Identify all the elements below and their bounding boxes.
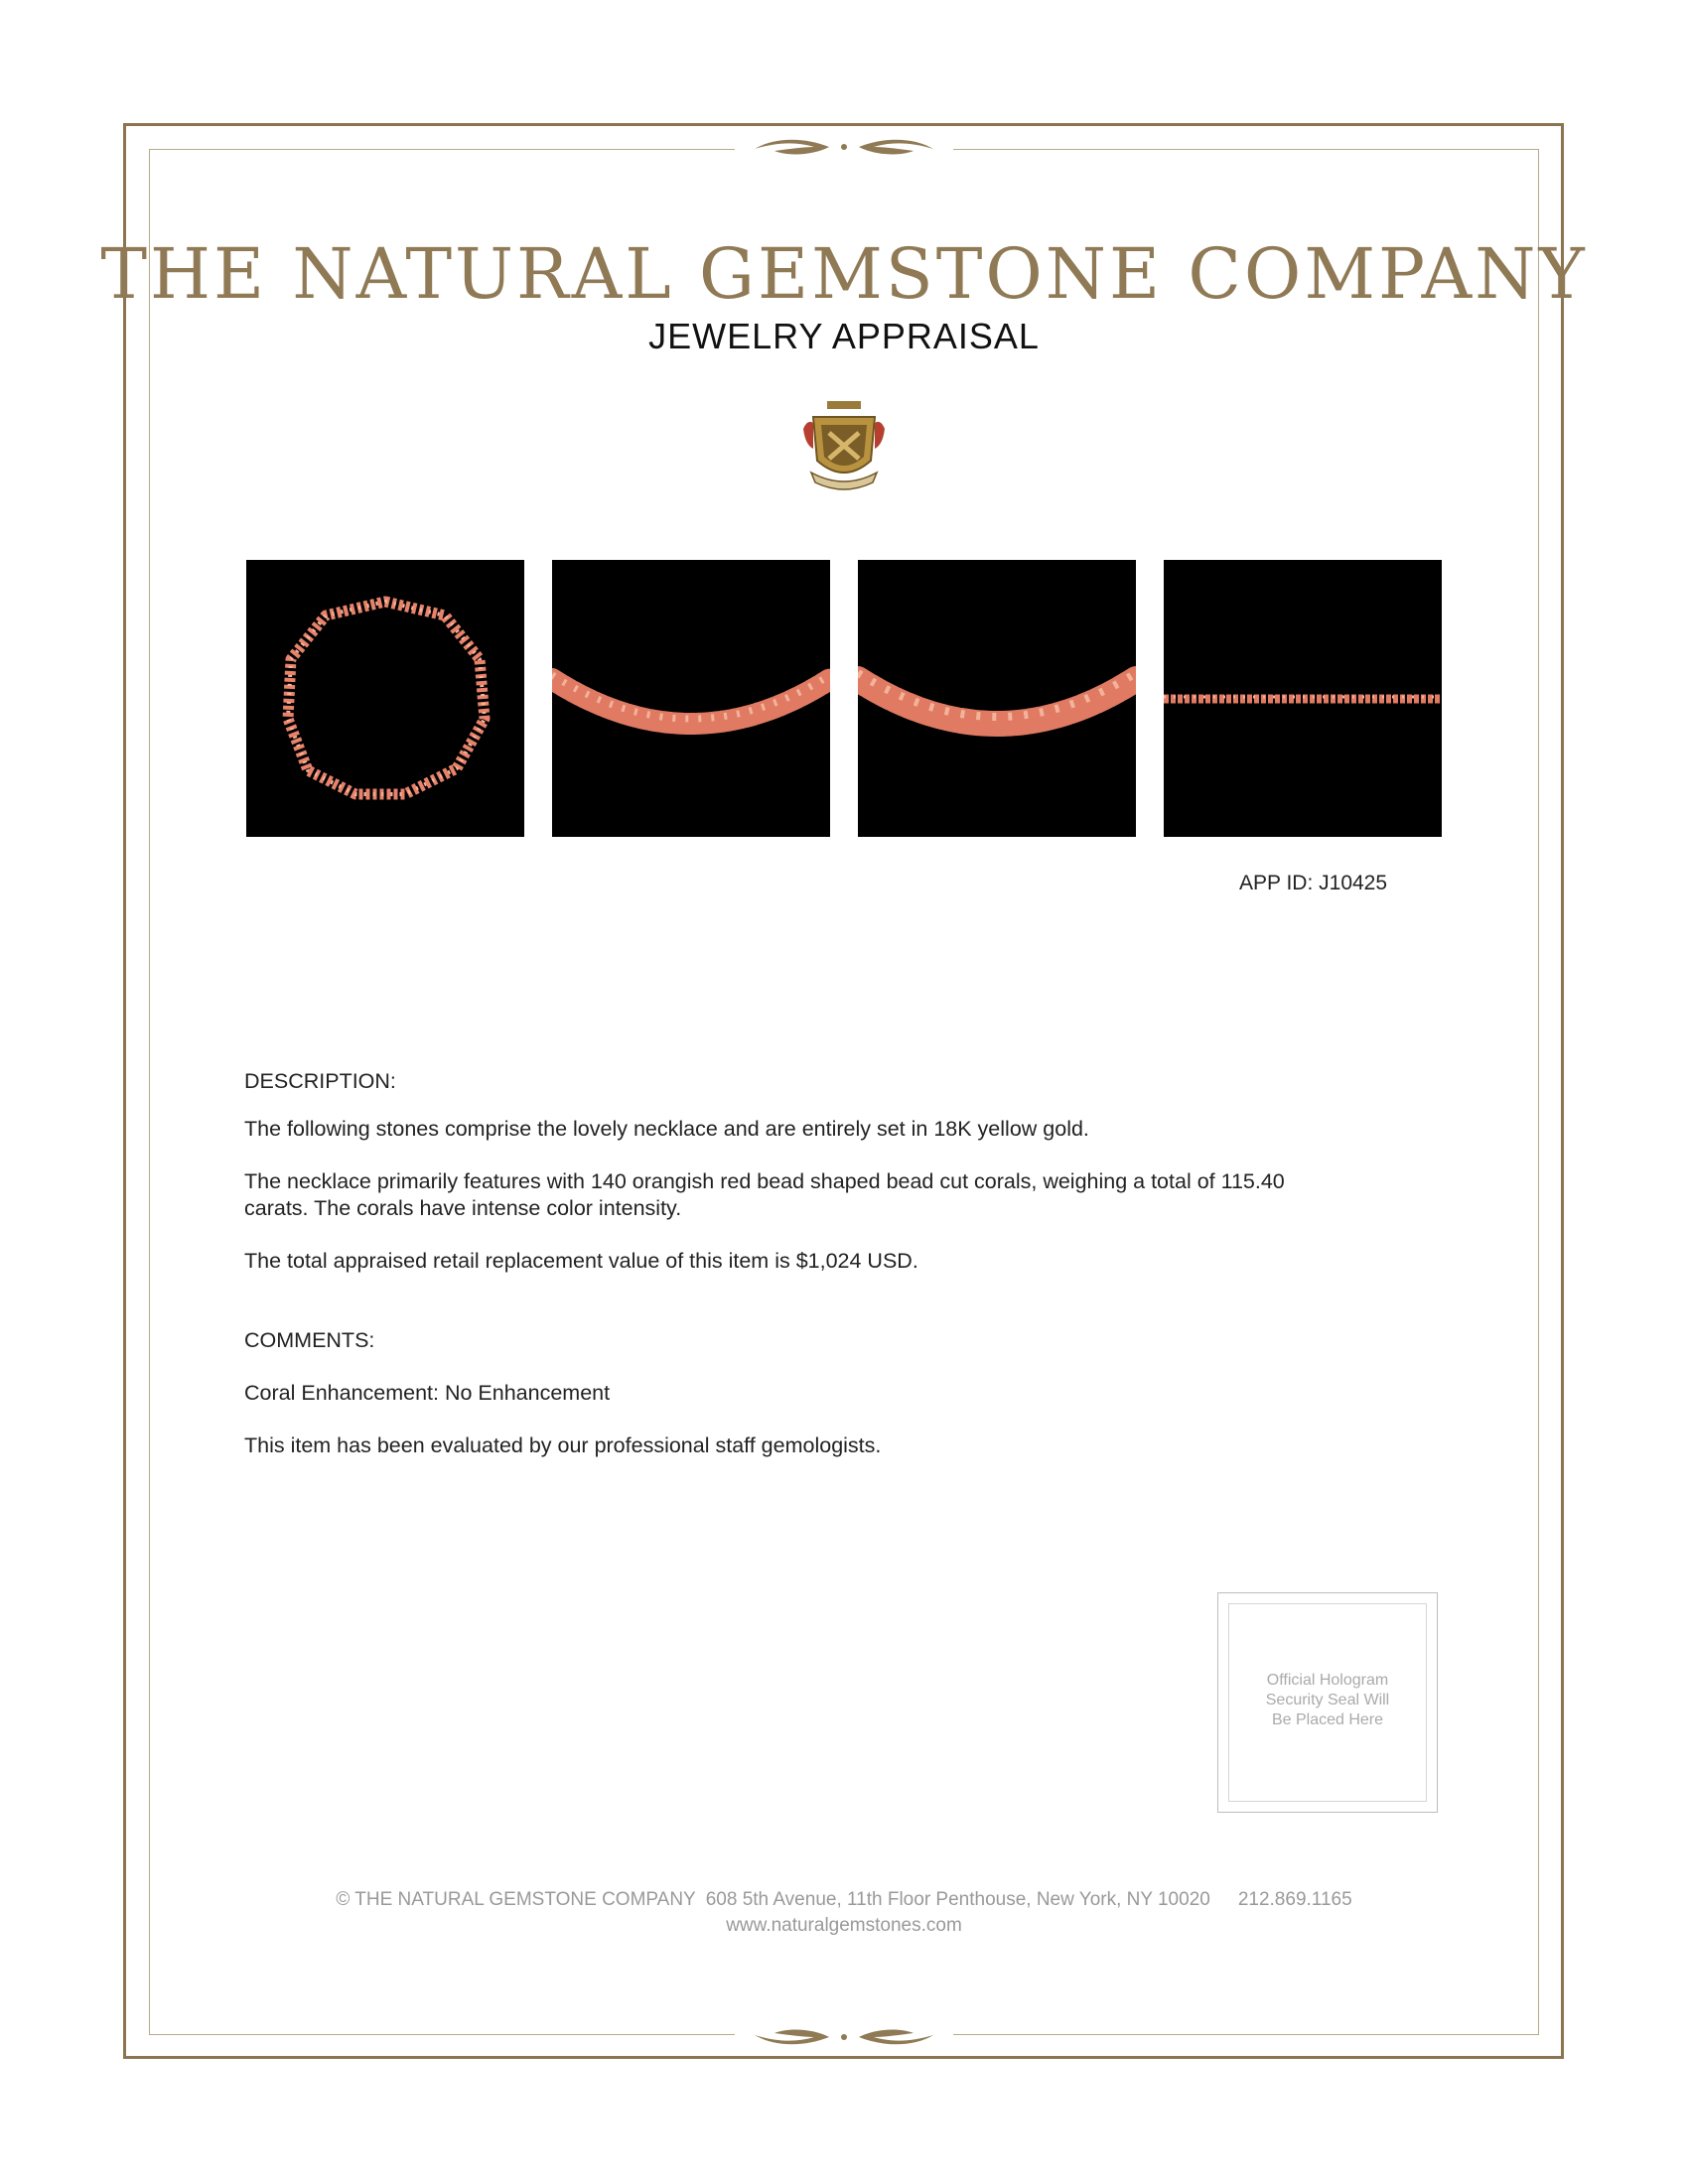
description-heading: DESCRIPTION: bbox=[244, 1069, 396, 1093]
footer-address: 608 5th Avenue, 11th Floor Penthouse, New York, NY 10020 bbox=[705, 1889, 1210, 1910]
necklace-photo-1 bbox=[246, 560, 524, 837]
seal-line-1: Official Hologram bbox=[1266, 1672, 1389, 1689]
footer-company: © THE NATURAL GEMSTONE COMPANY bbox=[336, 1889, 696, 1910]
crest-icon bbox=[799, 399, 889, 498]
comments-line-2: This item has been evaluated by our professional staff gemologists. bbox=[244, 1433, 882, 1457]
hologram-seal-placeholder bbox=[1217, 1592, 1438, 1813]
description-paragraph-2-line-2: carats. The corals have intense color intensity. bbox=[244, 1196, 682, 1220]
necklace-photo-4 bbox=[1164, 560, 1442, 837]
bottom-ornament-icon bbox=[735, 2021, 953, 2051]
necklace-photo-3 bbox=[858, 560, 1136, 837]
description-paragraph-3: The total appraised retail replacement value of this item is $1,024 USD. bbox=[244, 1249, 918, 1273]
document-title: JEWELRY APPRAISAL bbox=[648, 316, 1040, 356]
comments-heading: COMMENTS: bbox=[244, 1328, 375, 1352]
top-ornament-icon bbox=[735, 133, 953, 163]
seal-text bbox=[1218, 1671, 1437, 1730]
company-title: THE NATURAL GEMSTONE COMPANY bbox=[100, 233, 1588, 315]
comments-line-1: Coral Enhancement: No Enhancement bbox=[244, 1381, 611, 1405]
appraisal-id: APP ID: J10425 bbox=[1239, 872, 1388, 894]
seal-line-3: Be Placed Here bbox=[1271, 1711, 1384, 1728]
footer-phone: 212.869.1165 bbox=[1237, 1889, 1352, 1910]
description-paragraph-1: The following stones comprise the lovely necklace and are entirely set in 18K yellow gold. bbox=[244, 1117, 1089, 1141]
description-paragraph-2-line-1: The necklace primarily features with 140 orangish red bead shaped bead cut corals, weighing a total of 115.40 bbox=[244, 1169, 1285, 1193]
necklace-photo-2 bbox=[552, 560, 830, 837]
seal-line-2: Security Seal Will bbox=[1265, 1692, 1390, 1708]
footer-website[interactable]: www.naturalgemstones.com bbox=[726, 1915, 962, 1936]
footer-contact-line bbox=[0, 1889, 1688, 1911]
